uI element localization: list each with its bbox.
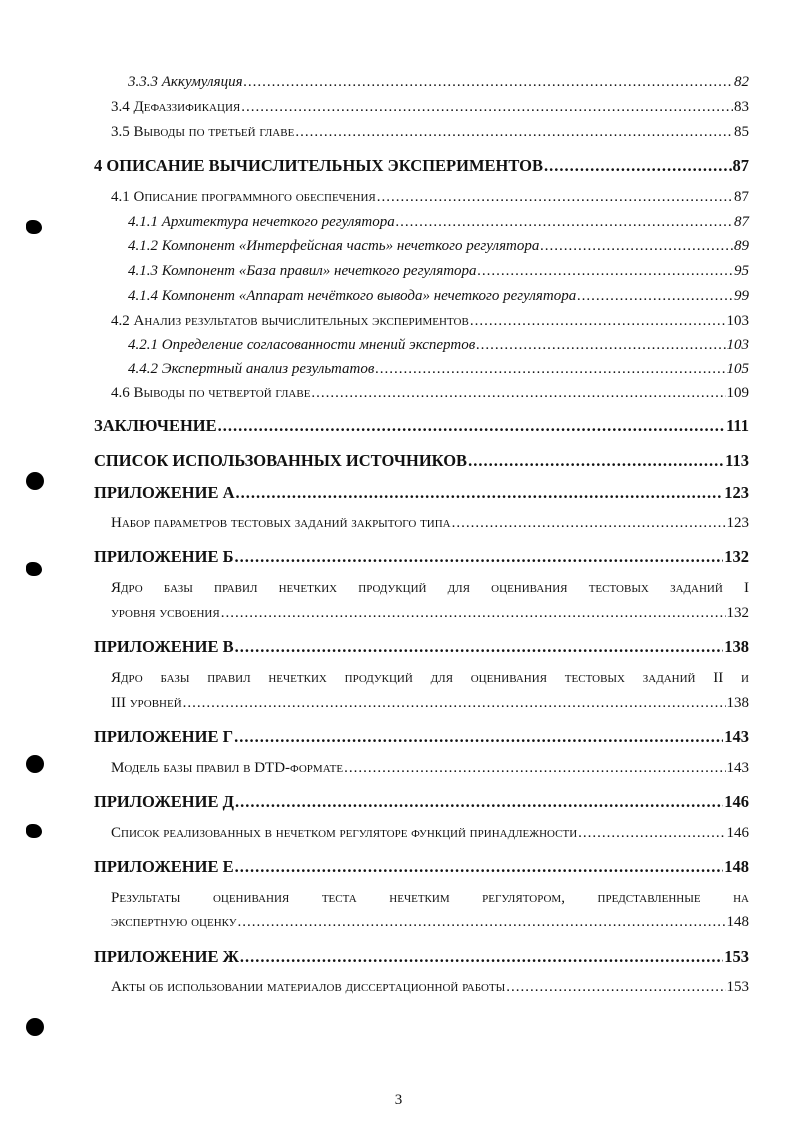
toc-entry-first-line: Ядро базы правил нечетких продукций для оценивания тестовых заданий II и — [111, 670, 749, 686]
toc-entry-chapter[interactable] — [94, 637, 749, 657]
toc-entry-page: 82 — [734, 74, 749, 90]
toc-entry-title: 4.1.1 Архитектура нечеткого регулятора — [128, 214, 395, 230]
toc-entry-title: 3.3.3 Аккумуляция — [128, 74, 243, 90]
toc-entry-title: 4.2.1 Определение согласованности мнений экспертов — [128, 337, 476, 353]
toc-entry[interactable] — [111, 914, 749, 931]
toc-entry-title: Набор параметров тестовых заданий закрытого типа — [111, 515, 451, 531]
toc-entry[interactable] — [128, 263, 749, 280]
toc-entry-page: 89 — [734, 238, 749, 254]
toc-entry-page: 87 — [734, 214, 749, 230]
toc-entry[interactable] — [128, 288, 749, 305]
toc-entry[interactable] — [111, 124, 749, 141]
toc-entry[interactable] — [111, 313, 749, 330]
toc-entry[interactable] — [111, 605, 749, 622]
toc-entry-page: 132 — [724, 547, 749, 566]
toc-entry-chapter[interactable] — [94, 416, 749, 436]
toc-entry-title: Модель базы правил в DTD-формате — [111, 760, 344, 776]
toc-entry-title: 4.4.2 Экспертный анализ результатов — [128, 361, 375, 377]
toc-entry-title: ЗАКЛЮЧЕНИЕ — [94, 416, 217, 435]
toc-entry-page: 123 — [726, 515, 749, 531]
toc-entry[interactable] — [128, 337, 749, 354]
toc-entry-chapter[interactable] — [94, 792, 749, 812]
toc-entry-first-line: Результаты оценивания теста нечетким регулятором, представленные на — [111, 890, 749, 906]
toc-entry-title: 4.1.4 Компонент «Аппарат нечёткого вывода» нечеткого регулятора — [128, 288, 577, 304]
toc-entry-page: 111 — [726, 416, 749, 435]
toc-entry-page: 105 — [726, 361, 749, 377]
toc-entry-page: 146 — [724, 792, 749, 811]
toc-entry-title: ПРИЛОЖЕНИЕ А — [94, 483, 235, 502]
toc-entry-page: 143 — [724, 727, 749, 746]
toc-entry-page: 153 — [724, 947, 749, 966]
toc-entry-page: 138 — [726, 695, 749, 711]
toc-entry-title: ПРИЛОЖЕНИЕ В — [94, 637, 234, 656]
toc-entry-title: ПРИЛОЖЕНИЕ Д — [94, 792, 234, 811]
punch-hole — [26, 755, 44, 773]
toc-entry-title: 4.6 Выводы по четвертой главе — [111, 385, 311, 401]
toc-entry[interactable] — [128, 238, 749, 255]
toc-entry-page: 123 — [724, 483, 749, 502]
toc-entry-page: 143 — [726, 760, 749, 776]
toc-entry-title: уровня усвоения — [111, 605, 220, 621]
toc-entry-page: 148 — [724, 857, 749, 876]
binding-mark — [26, 824, 42, 838]
toc-entry-title: III уровней — [111, 695, 182, 711]
toc-entry-page: 109 — [726, 385, 749, 401]
toc-entry-page: 103 — [726, 313, 749, 329]
toc-entry-title: Акты об использовании материалов диссертационной работы — [111, 979, 506, 995]
toc-entry-page: 113 — [725, 451, 749, 470]
toc-entry-page: 103 — [726, 337, 749, 353]
toc-entry-chapter[interactable] — [94, 947, 749, 967]
toc-entry-chapter[interactable] — [94, 857, 749, 877]
toc-entry[interactable] — [111, 385, 749, 402]
toc-entry-title: 3.4 Дефаззификация — [111, 99, 241, 115]
toc-entry-chapter[interactable] — [94, 483, 749, 503]
toc-entry-page: 138 — [724, 637, 749, 656]
toc-entry[interactable] — [111, 825, 749, 842]
toc-entry[interactable] — [111, 695, 749, 712]
toc-entry-chapter[interactable] — [94, 451, 749, 471]
toc-entry-page: 87 — [732, 156, 749, 175]
toc-entry[interactable] — [128, 214, 749, 231]
toc-entry-title: 4.2 Анализ результатов вычислительных экспериментов — [111, 313, 469, 329]
binding-mark — [26, 220, 42, 234]
toc-entry-chapter[interactable] — [94, 727, 749, 747]
toc-entry[interactable] — [111, 515, 749, 532]
toc-entry-title: 3.5 Выводы по третьей главе — [111, 124, 295, 140]
toc-entry[interactable] — [111, 189, 749, 206]
toc-entry-title: 4 ОПИСАНИЕ ВЫЧИСЛИТЕЛЬНЫХ ЭКСПЕРИМЕНТОВ — [94, 156, 543, 175]
punch-hole — [26, 1018, 44, 1036]
toc-entry-title: СПИСОК ИСПОЛЬЗОВАННЫХ ИСТОЧНИКОВ — [94, 451, 468, 470]
page-number: 3 — [394, 1092, 403, 1108]
toc-entry[interactable] — [128, 74, 749, 91]
toc-entry-chapter[interactable] — [94, 547, 749, 567]
toc-entry-page: 99 — [734, 288, 749, 304]
toc-entry-title: ПРИЛОЖЕНИЕ Е — [94, 857, 234, 876]
toc-entry-title: Список реализованных в нечетком регуляторе функций принадлежности — [111, 825, 578, 841]
toc-entry-page: 148 — [726, 914, 749, 930]
toc-entry-first-line: Ядро базы правил нечетких продукций для оценивания тестовых заданий I — [111, 580, 749, 596]
toc-entry[interactable] — [128, 361, 749, 378]
toc-entry[interactable] — [111, 760, 749, 777]
toc-entry-title: 4.1.2 Компонент «Интерфейсная часть» нечеткого регулятора — [128, 238, 540, 254]
toc-entry-title: 4.1 Описание программного обеспечения — [111, 189, 376, 205]
toc-entry-page: 153 — [726, 979, 749, 995]
punch-hole — [26, 472, 44, 490]
toc-entry-page: 146 — [726, 825, 749, 841]
toc-entry-page: 85 — [734, 124, 749, 140]
toc-entry-chapter[interactable] — [94, 156, 749, 176]
toc-entry[interactable] — [111, 979, 749, 996]
toc-entry-page: 87 — [734, 189, 749, 205]
binding-mark — [26, 562, 42, 576]
toc-entry-title: экспертную оценку — [111, 914, 237, 930]
toc-entry-title: ПРИЛОЖЕНИЕ Ж — [94, 947, 239, 966]
toc-entry-page: 83 — [734, 99, 749, 115]
toc-entry-page: 132 — [726, 605, 749, 621]
toc-entry-page: 95 — [734, 263, 749, 279]
toc-entry-title: ПРИЛОЖЕНИЕ Г — [94, 727, 234, 746]
toc-entry-title: 4.1.3 Компонент «База правил» нечеткого регулятора — [128, 263, 477, 279]
toc-entry[interactable] — [111, 99, 749, 116]
toc-entry-title: ПРИЛОЖЕНИЕ Б — [94, 547, 234, 566]
